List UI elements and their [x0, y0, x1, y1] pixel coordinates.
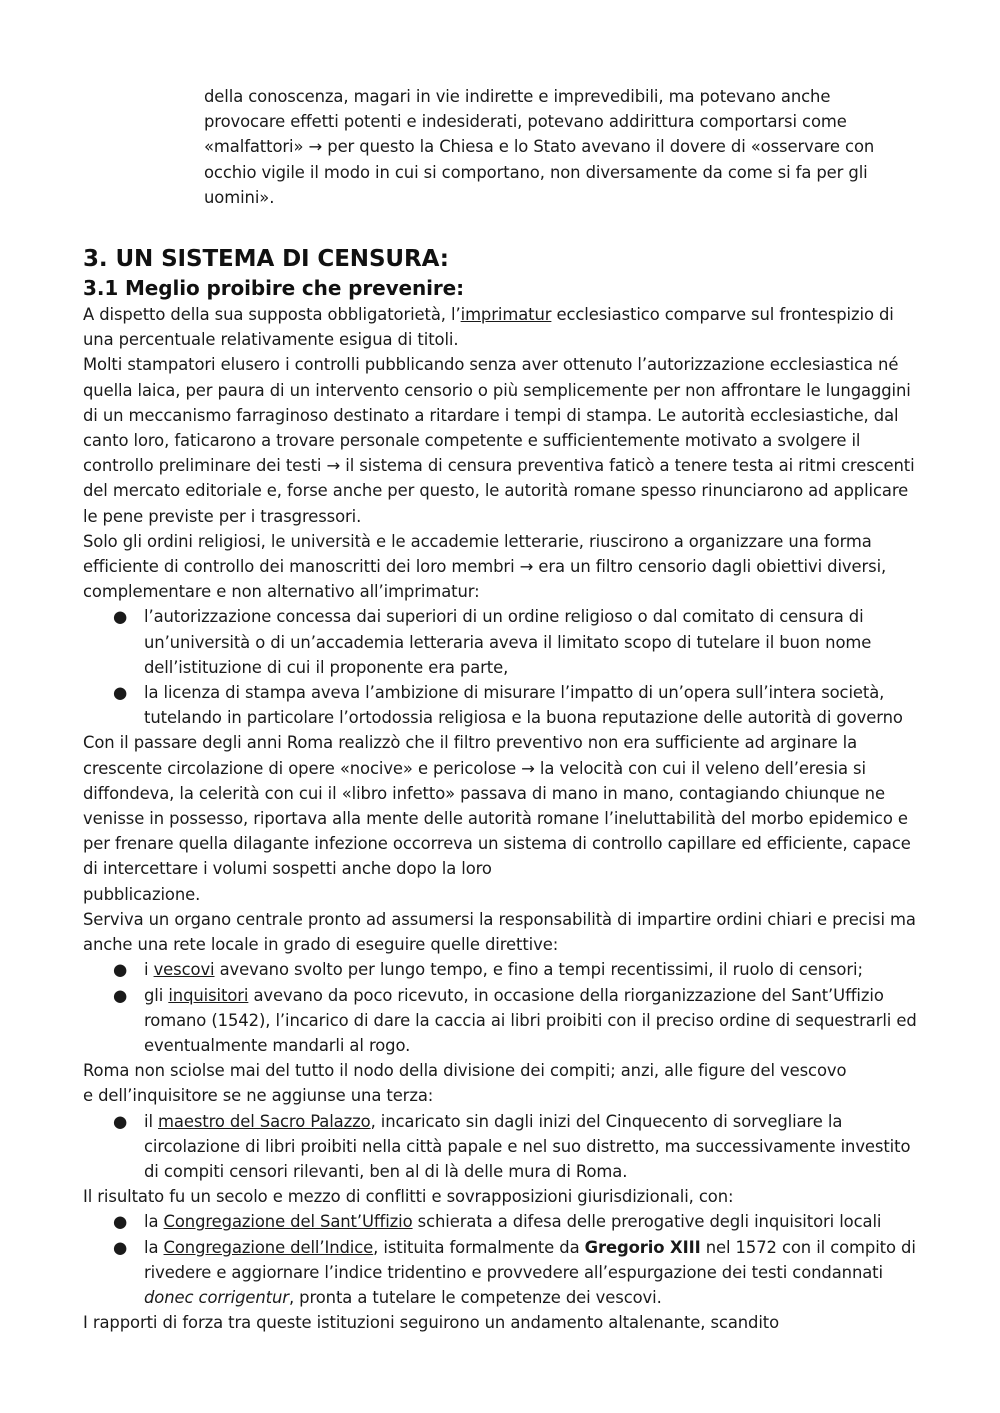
intro-line: della conoscenza, magari in vie indirette e imprevedibili, ma potevano anche: [204, 87, 831, 106]
document-page: [83, 84, 923, 1335]
list-item-text: , istituita formalmente da: [373, 1237, 585, 1257]
bullet-list-maestro: [83, 1109, 923, 1185]
list-item: [83, 1209, 923, 1234]
list-item-text: nel 1572 con il compito di rivedere e aggiornare l’indice tridentino e provvedere all’espurgazione dei testi condannati: [144, 1237, 916, 1282]
underlined-term-imprimatur: imprimatur: [460, 305, 552, 325]
bullet-icon: ●: [113, 607, 128, 627]
list-item-text: i: [144, 960, 154, 980]
paragraph-text: Roma non sciolse mai del tutto il nodo della divisione dei compiti; anzi, alle figure del vescovo: [83, 1061, 847, 1081]
list-item: [83, 957, 923, 982]
list-item: [83, 680, 923, 730]
underlined-term-indice: Congregazione dell’Indice: [163, 1237, 374, 1257]
paragraph-text: pubblicazione.: [83, 884, 201, 904]
paragraph-ordini-religiosi: Solo gli ordini religiosi, le università e le accademie letterarie, riuscirono a organizzare una forma efficiente di controllo dei manoscritti dei loro membri → era un filtro censorio dagli obiettivi diversi, complementare e non alternativo all’imprimatur:: [83, 531, 887, 602]
list-item: [83, 1109, 923, 1185]
paragraph-stampatori: Molti stampatori elusero i controlli pubblicando senza aver ottenuto l’autorizzazione ecclesiastica né quella laica, per paura di un intervento censorio o più semplicemente per non affrontare le lungaggini di un meccanismo farraginoso destinato a ritardare i tempi di stampa. Le autorità ecclesiastiche, dal canto loro, faticarono a trovare personale competente e sufficientemente motivato a svolgere il controllo preliminare dei testi → il sistema di censura preventiva faticò a tenere testa ai ritmi crescenti del mercato editoriale e, forse anche per questo, le autorità romane spesso rinunciarono ad applicare le pene previste per i trasgressori.: [83, 355, 915, 526]
list-item-text: , incaricato sin dagli inizi del Cinquecento di sorvegliare la circolazione di libri proibiti nella città papale e nel suo distretto, ma successivamente investito di compiti censori rilevanti, ben al di là delle mura di Roma.: [144, 1111, 911, 1181]
underlined-term-inquisitori: inquisitori: [168, 985, 249, 1005]
bullet-icon: ●: [113, 985, 128, 1005]
list-item-text: la: [144, 1237, 164, 1257]
paragraph-text: e dell’inquisitore se ne aggiunse una terza:: [83, 1086, 434, 1106]
bullet-icon: ●: [113, 960, 128, 980]
intro-block: [204, 84, 924, 210]
list-item-text: la: [144, 1212, 164, 1232]
underlined-term-vescovi: vescovi: [153, 960, 215, 980]
italic-term-donec: donec corrigentur: [144, 1287, 289, 1307]
list-item-text: la licenza di stampa aveva l’ambizione di misurare l’impatto di un’opera sull’intera società, tutelando in particolare l’ortodossia religiosa e la buona reputazione delle autorità di governo: [144, 683, 903, 728]
section-heading: 3. UN SISTEMA DI CENSURA:: [83, 246, 449, 273]
paragraph-text: ecclesiastico comparve sul frontespizio di una percentuale relativamente esigua di titoli.: [83, 305, 894, 350]
intro-line: uomini».: [204, 187, 275, 207]
bullet-list-censori: [83, 957, 923, 1058]
bullet-icon: ●: [113, 683, 128, 703]
list-item: [83, 604, 923, 680]
intro-line: occhio vigile il modo in cui si comportano, non diversamente da come si fa per gli: [204, 162, 868, 182]
list-item-text: avevano da poco ricevuto, in occasione della riorganizzazione del Sant’Uffizio romano (1542), l’incarico di dare la caccia ai libri proibiti con il preciso ordine di sequestrarli ed eventualmente mandarli al rogo.: [144, 985, 917, 1055]
bullet-icon: ●: [113, 1212, 128, 1232]
intro-line: «malfattori» → per questo la Chiesa e lo Stato avevano il dovere di «osservare con: [204, 137, 875, 157]
paragraph-rapporti-forza: I rapporti di forza tra queste istituzioni seguirono un andamento altalenante, scandito: [83, 1313, 780, 1333]
list-item: [83, 1235, 923, 1311]
paragraph-text: A dispetto della sua supposta obbligatorietà, l’: [83, 305, 461, 325]
paragraph-risultato: Il risultato fu un secolo e mezzo di conflitti e sovrapposizioni giurisdizionali, con:: [83, 1187, 734, 1207]
list-item-text: gli: [144, 985, 169, 1005]
list-item-text: l’autorizzazione concessa dai superiori di un ordine religioso o dal comitato di censura di un’università o di un’accademia letteraria aveva il limitato scopo di tutelare il buon nome dell’istituzione di cui il proponente era parte,: [144, 607, 872, 677]
list-item-text: schierata a difesa delle prerogative degli inquisitori locali: [412, 1212, 882, 1232]
bullet-icon: ●: [113, 1237, 128, 1257]
list-item-text: , pronta a tutelare le competenze dei vescovi.: [288, 1287, 662, 1307]
paragraph-text: Con il passare degli anni Roma realizzò che il filtro preventivo non era sufficiente ad arginare la crescente circolazione di opere «nocive» e pericolose → la velocità con cui il veleno dell’eresia si diffondeva, la celerità con cui il «libro infetto» passava di mano in mano, contagiando chiunque ne venisse in possesso, riportava alla mente delle autorità romane l’ineluttabilità del morbo epidemico e per frenare quella dilagante infezione occorreva un sistema di controllo capillare ed efficiente, capace di intercettare i volumi sospetti anche dopo la loro: [83, 733, 911, 879]
paragraph-roma-filtro: [83, 730, 923, 906]
bold-name-gregorio: Gregorio XIII: [584, 1237, 701, 1257]
paragraph-divisione-compiti: [83, 1058, 923, 1108]
bullet-icon: ●: [113, 1111, 128, 1131]
bullet-list-congregazioni: [83, 1209, 923, 1310]
intro-line: provocare effetti potenti e indesiderati, potevano addirittura comportarsi come: [204, 112, 847, 132]
underlined-term-maestro: maestro del Sacro Palazzo: [158, 1111, 371, 1131]
list-item: [83, 983, 923, 1059]
subsection-heading: 3.1 Meglio proibire che prevenire:: [83, 276, 465, 301]
list-item-text: il: [144, 1111, 159, 1131]
paragraph-imprimatur: [83, 302, 923, 352]
list-item-text: avevano svolto per lungo tempo, e fino a tempi recentissimi, il ruolo di censori;: [214, 960, 863, 980]
bullet-list-autorizzazione: [83, 604, 923, 730]
underlined-term-santuffizio: Congregazione del Sant’Uffizio: [163, 1212, 413, 1232]
paragraph-organo-centrale: Serviva un organo centrale pronto ad assumersi la responsabilità di impartire ordini chiari e precisi ma anche una rete locale in grado di eseguire quelle direttive:: [83, 909, 916, 955]
